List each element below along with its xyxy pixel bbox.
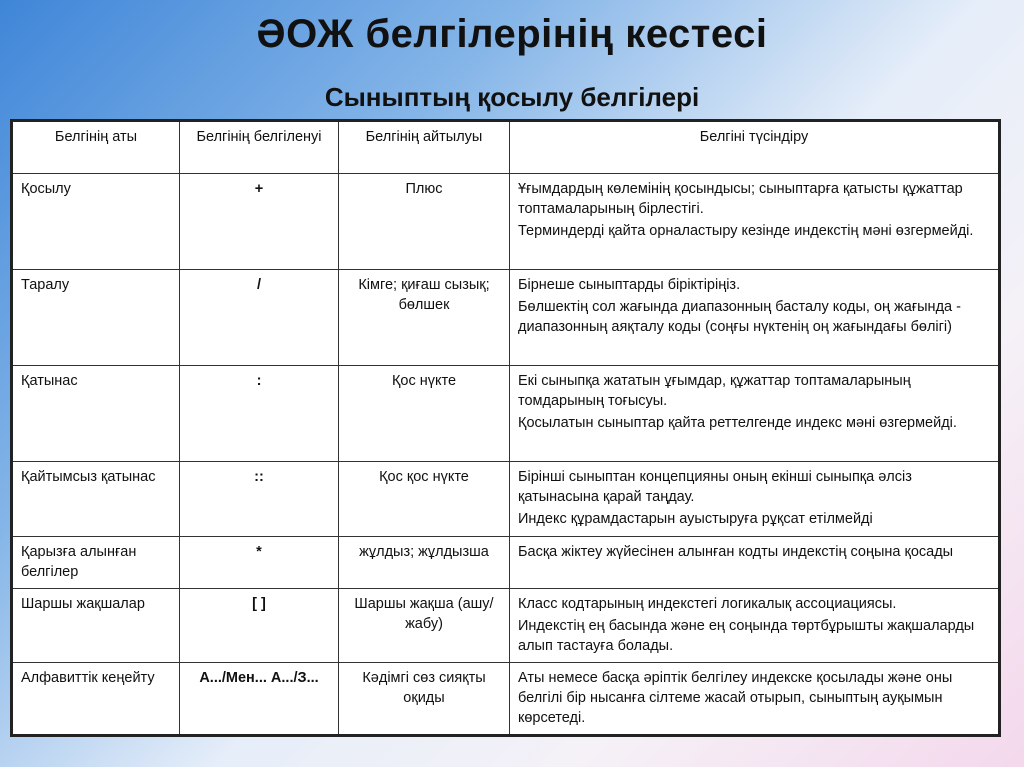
cell-reading: Шаршы жақша (ашу/ жабу) bbox=[339, 589, 510, 663]
table-row bbox=[12, 537, 1000, 589]
cell-explanation bbox=[510, 462, 1000, 537]
cell-explanation bbox=[510, 270, 1000, 366]
cell-reading: жұлдыз; жұлдызша bbox=[339, 537, 510, 589]
table-header-row bbox=[12, 121, 1000, 174]
header-explanation: Белгіні түсіндіру bbox=[510, 121, 1000, 174]
cell-symbol: / bbox=[180, 270, 339, 366]
cell-explanation bbox=[510, 589, 1000, 663]
table-row bbox=[12, 366, 1000, 462]
explanation-paragraph: Бөлшектің сол жағында диапазонның басталу коды, оң жағында - диапазонның аяқталу коды (соңғы нүктенің оң жағындағы бөлігі) bbox=[518, 299, 961, 335]
cell-symbol: [ ] bbox=[180, 589, 339, 663]
table-row bbox=[12, 663, 1000, 736]
explanation-paragraph: Класс кодтарының индекстегі логикалық ассоциациясы. bbox=[518, 596, 897, 612]
explanation-paragraph: Терминдерді қайта орналастыру кезінде индекстің мәні өзгермейді. bbox=[518, 223, 974, 239]
explanation-paragraph: Аты немесе басқа әріптік белгілеу индекске қосылады және оны белгілі бір нысанға сілтеме жасай отырып, сыныптың ауқымын көрсетеді. bbox=[518, 670, 953, 726]
cell-reading: Плюс bbox=[339, 174, 510, 270]
cell-reading: Қос нүкте bbox=[339, 366, 510, 462]
cell-reading: Қос қос нүкте bbox=[339, 462, 510, 537]
cell-reading: Кімге; қиғаш сызық; бөлшек bbox=[339, 270, 510, 366]
cell-symbol: + bbox=[180, 174, 339, 270]
cell-name: Қарызға алынған белгілер bbox=[12, 537, 180, 589]
explanation-paragraph: Бірінші сыныптан концепцияны оның екінші сыныпқа әлсіз қатынасына қарай таңдау. bbox=[518, 469, 912, 505]
explanation-paragraph: Индекс құрамдастарын ауыстыруға рұқсат етілмейді bbox=[518, 511, 873, 527]
cell-name: Қатынас bbox=[12, 366, 180, 462]
cell-name: Шаршы жақшалар bbox=[12, 589, 180, 663]
cell-symbol: :: bbox=[180, 462, 339, 537]
table-row bbox=[12, 270, 1000, 366]
slide-title: ӘОЖ белгілерінің кестесі bbox=[256, 12, 768, 56]
cell-explanation bbox=[510, 366, 1000, 462]
header-symbol: Белгінің белгіленуі bbox=[180, 121, 339, 174]
cell-name: Алфавиттік кеңейту bbox=[12, 663, 180, 736]
cell-name: Таралу bbox=[12, 270, 180, 366]
table-row bbox=[12, 462, 1000, 537]
symbols-table bbox=[10, 119, 1001, 737]
cell-name: Қосылу bbox=[12, 174, 180, 270]
cell-symbol: : bbox=[180, 366, 339, 462]
explanation-paragraph: Ұғымдардың көлемінің қосындысы; сыныптарға қатысты құжаттар топтамаларының бірлестігі. bbox=[518, 181, 963, 217]
explanation-paragraph: Қосылатын сыныптар қайта реттелгенде индекс мәні өзгермейді. bbox=[518, 415, 957, 431]
explanation-paragraph: Индекстің ең басында және ең соңында төртбұрышты жақшаларды алып тастауға болады. bbox=[518, 618, 975, 654]
cell-explanation bbox=[510, 537, 1000, 589]
explanation-paragraph: Бірнеше сыныптарды біріктіріңіз. bbox=[518, 277, 741, 293]
table-row bbox=[12, 174, 1000, 270]
cell-symbol: * bbox=[180, 537, 339, 589]
explanation-paragraph: Екі сыныпқа жататын ұғымдар, құжаттар топтамаларының томдарының тоғысуы. bbox=[518, 373, 911, 409]
cell-explanation bbox=[510, 174, 1000, 270]
header-name: Белгінің аты bbox=[12, 121, 180, 174]
table-row bbox=[12, 589, 1000, 663]
cell-name: Қайтымсыз қатынас bbox=[12, 462, 180, 537]
slide-subtitle: Сыныптың қосылу белгілері bbox=[324, 82, 700, 112]
cell-explanation bbox=[510, 663, 1000, 736]
header-reading: Белгінің айтылуы bbox=[339, 121, 510, 174]
cell-symbol: А.../Мен... А.../З... bbox=[180, 663, 339, 736]
explanation-paragraph: Басқа жіктеу жүйесінен алынған кодты индекстің соңына қосады bbox=[518, 544, 954, 560]
cell-reading: Кәдімгі сөз сияқты оқиды bbox=[339, 663, 510, 736]
